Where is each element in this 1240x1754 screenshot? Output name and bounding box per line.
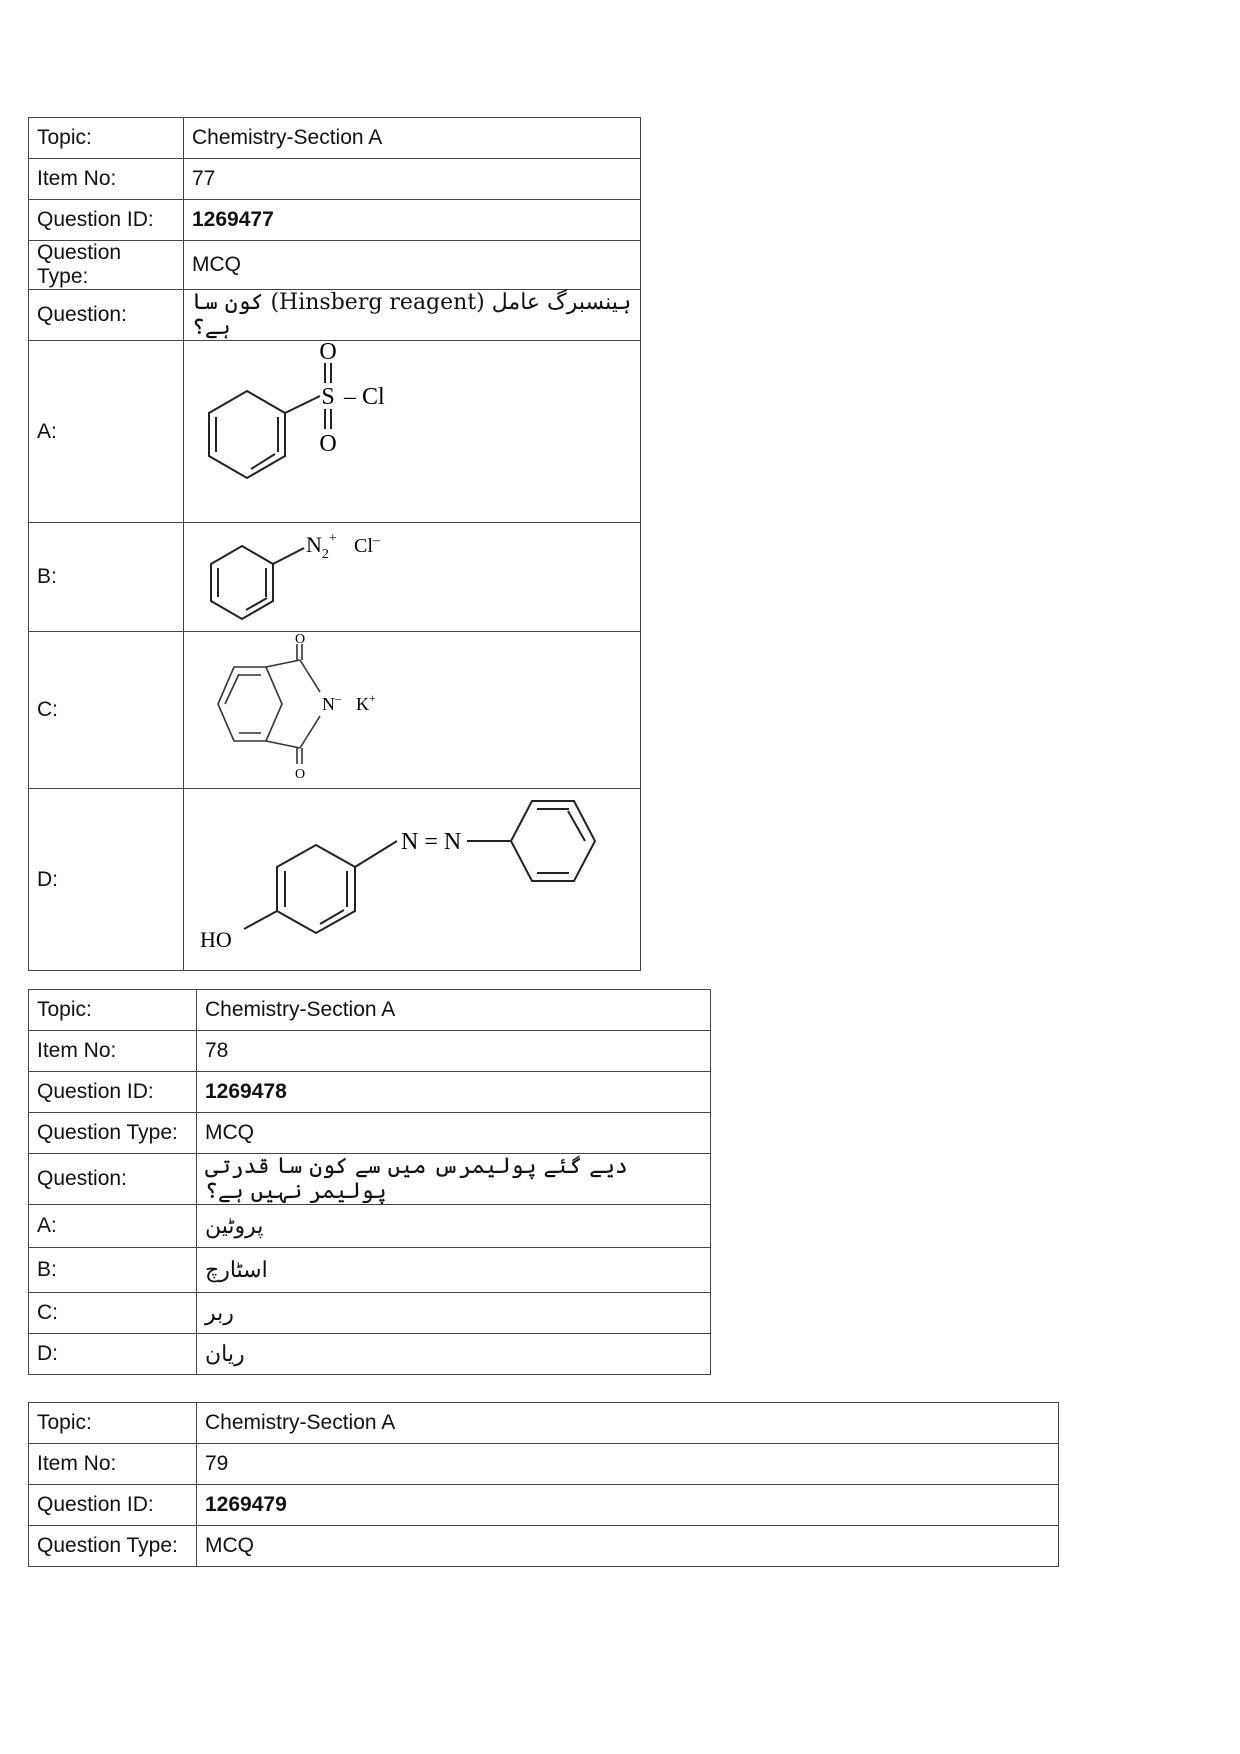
chlorine-group: – Cl [344,384,385,410]
option-a-label: A: [29,1205,197,1248]
svg-text:N2+ [306,531,337,562]
topic-label: Topic: [29,1403,197,1444]
benzene-ring [211,546,273,619]
azo-group: N = N [401,829,462,855]
question-text: ہینسبرگ عامل (Hinsberg reagent) کون سا ہے؟ [184,290,641,341]
para-hydroxyazobenzene-structure [192,789,632,964]
option-b-text: اسٹارچ [205,1257,268,1283]
topic-value: Chemistry-Section A [197,1403,1059,1444]
option-c-label: C: [29,1293,197,1334]
option-d-text: ریان [205,1341,245,1367]
chloride-charge: – [372,533,380,548]
nitrogen: N [322,694,335,714]
option-b-label: B: [29,1248,197,1293]
n-subscript: 2 [321,547,329,562]
item-no-label: Item No: [29,1444,197,1485]
question-type-label: Question Type: [29,1113,197,1154]
question-id-value: 1269479 [197,1485,1059,1526]
option-a-cell [184,341,641,523]
topic-value: Chemistry-Section A [184,118,641,159]
ring-to-s-bond [285,396,320,413]
question-type-value: MCQ [197,1113,711,1154]
oxygen-top: O [319,341,337,365]
option-a-label: A: [29,341,184,523]
item-no-label: Item No: [29,1031,197,1072]
question-type-value: MCQ [197,1526,1059,1567]
benzenediazonium-chloride-structure [192,524,412,624]
n-charge: – [335,691,341,705]
oxygen-top: O [294,632,306,647]
topic-value: Chemistry-Section A [197,990,711,1031]
benzene-ring [218,667,282,741]
question-79-table [28,1402,1059,1567]
question-type-value: MCQ [184,241,641,290]
question-type-label: Question Type: [29,241,184,290]
option-d-cell [184,789,641,971]
oxygen-bottom: O [319,431,337,457]
question-label: Question: [29,290,184,341]
nitrogen: N [306,532,322,557]
potassium-phthalimide-structure [192,632,422,782]
option-c-label: C: [29,632,184,789]
chloride: Cl [354,535,373,557]
option-d-cell [197,1334,711,1375]
option-a-text: پروٹین [205,1213,264,1239]
option-b-cell [184,523,641,632]
option-d-label: D: [29,1334,197,1375]
potassium: K [356,694,369,714]
question-id-label: Question ID: [29,200,184,241]
topic-label: Topic: [29,118,184,159]
benzene-ring [209,391,285,478]
n-charge: + [328,531,337,546]
item-no-label: Item No: [29,159,184,200]
option-a-cell [197,1205,711,1248]
phenyl-ring [511,801,595,881]
option-c-text: ربر [205,1300,234,1326]
question-id-label: Question ID: [29,1485,197,1526]
question-text: دیے گئے پولیمرس میں سے کون سا قدرتی پولیمر نہیں ہے؟ [197,1154,711,1205]
question-77-table [28,117,641,971]
hydroxyl-group: HO [200,927,232,952]
svg-text:N– [322,691,342,714]
option-b-label: B: [29,523,184,632]
question-78-table [28,989,711,1375]
question-type-label: Question Type: [29,1526,197,1567]
svg-text:Cl– [354,533,381,557]
option-b-cell [197,1248,711,1293]
option-c-cell [184,632,641,789]
question-id-value: 1269477 [184,200,641,241]
question-label: Question: [29,1154,197,1205]
topic-label: Topic: [29,990,197,1031]
sulfur-atom: S [321,384,335,410]
item-no-value: 79 [197,1444,1059,1485]
question-id-label: Question ID: [29,1072,197,1113]
k-charge: + [369,691,376,705]
item-no-value: 77 [184,159,641,200]
oxygen-bottom: O [294,767,306,782]
question-id-value: 1269478 [197,1072,711,1113]
phenol-ring [277,845,355,933]
svg-text:K+ [356,691,376,714]
item-no-value: 78 [197,1031,711,1072]
option-d-label: D: [29,789,184,971]
option-c-cell [197,1293,711,1334]
benzenesulfonyl-chloride-structure [192,341,432,516]
